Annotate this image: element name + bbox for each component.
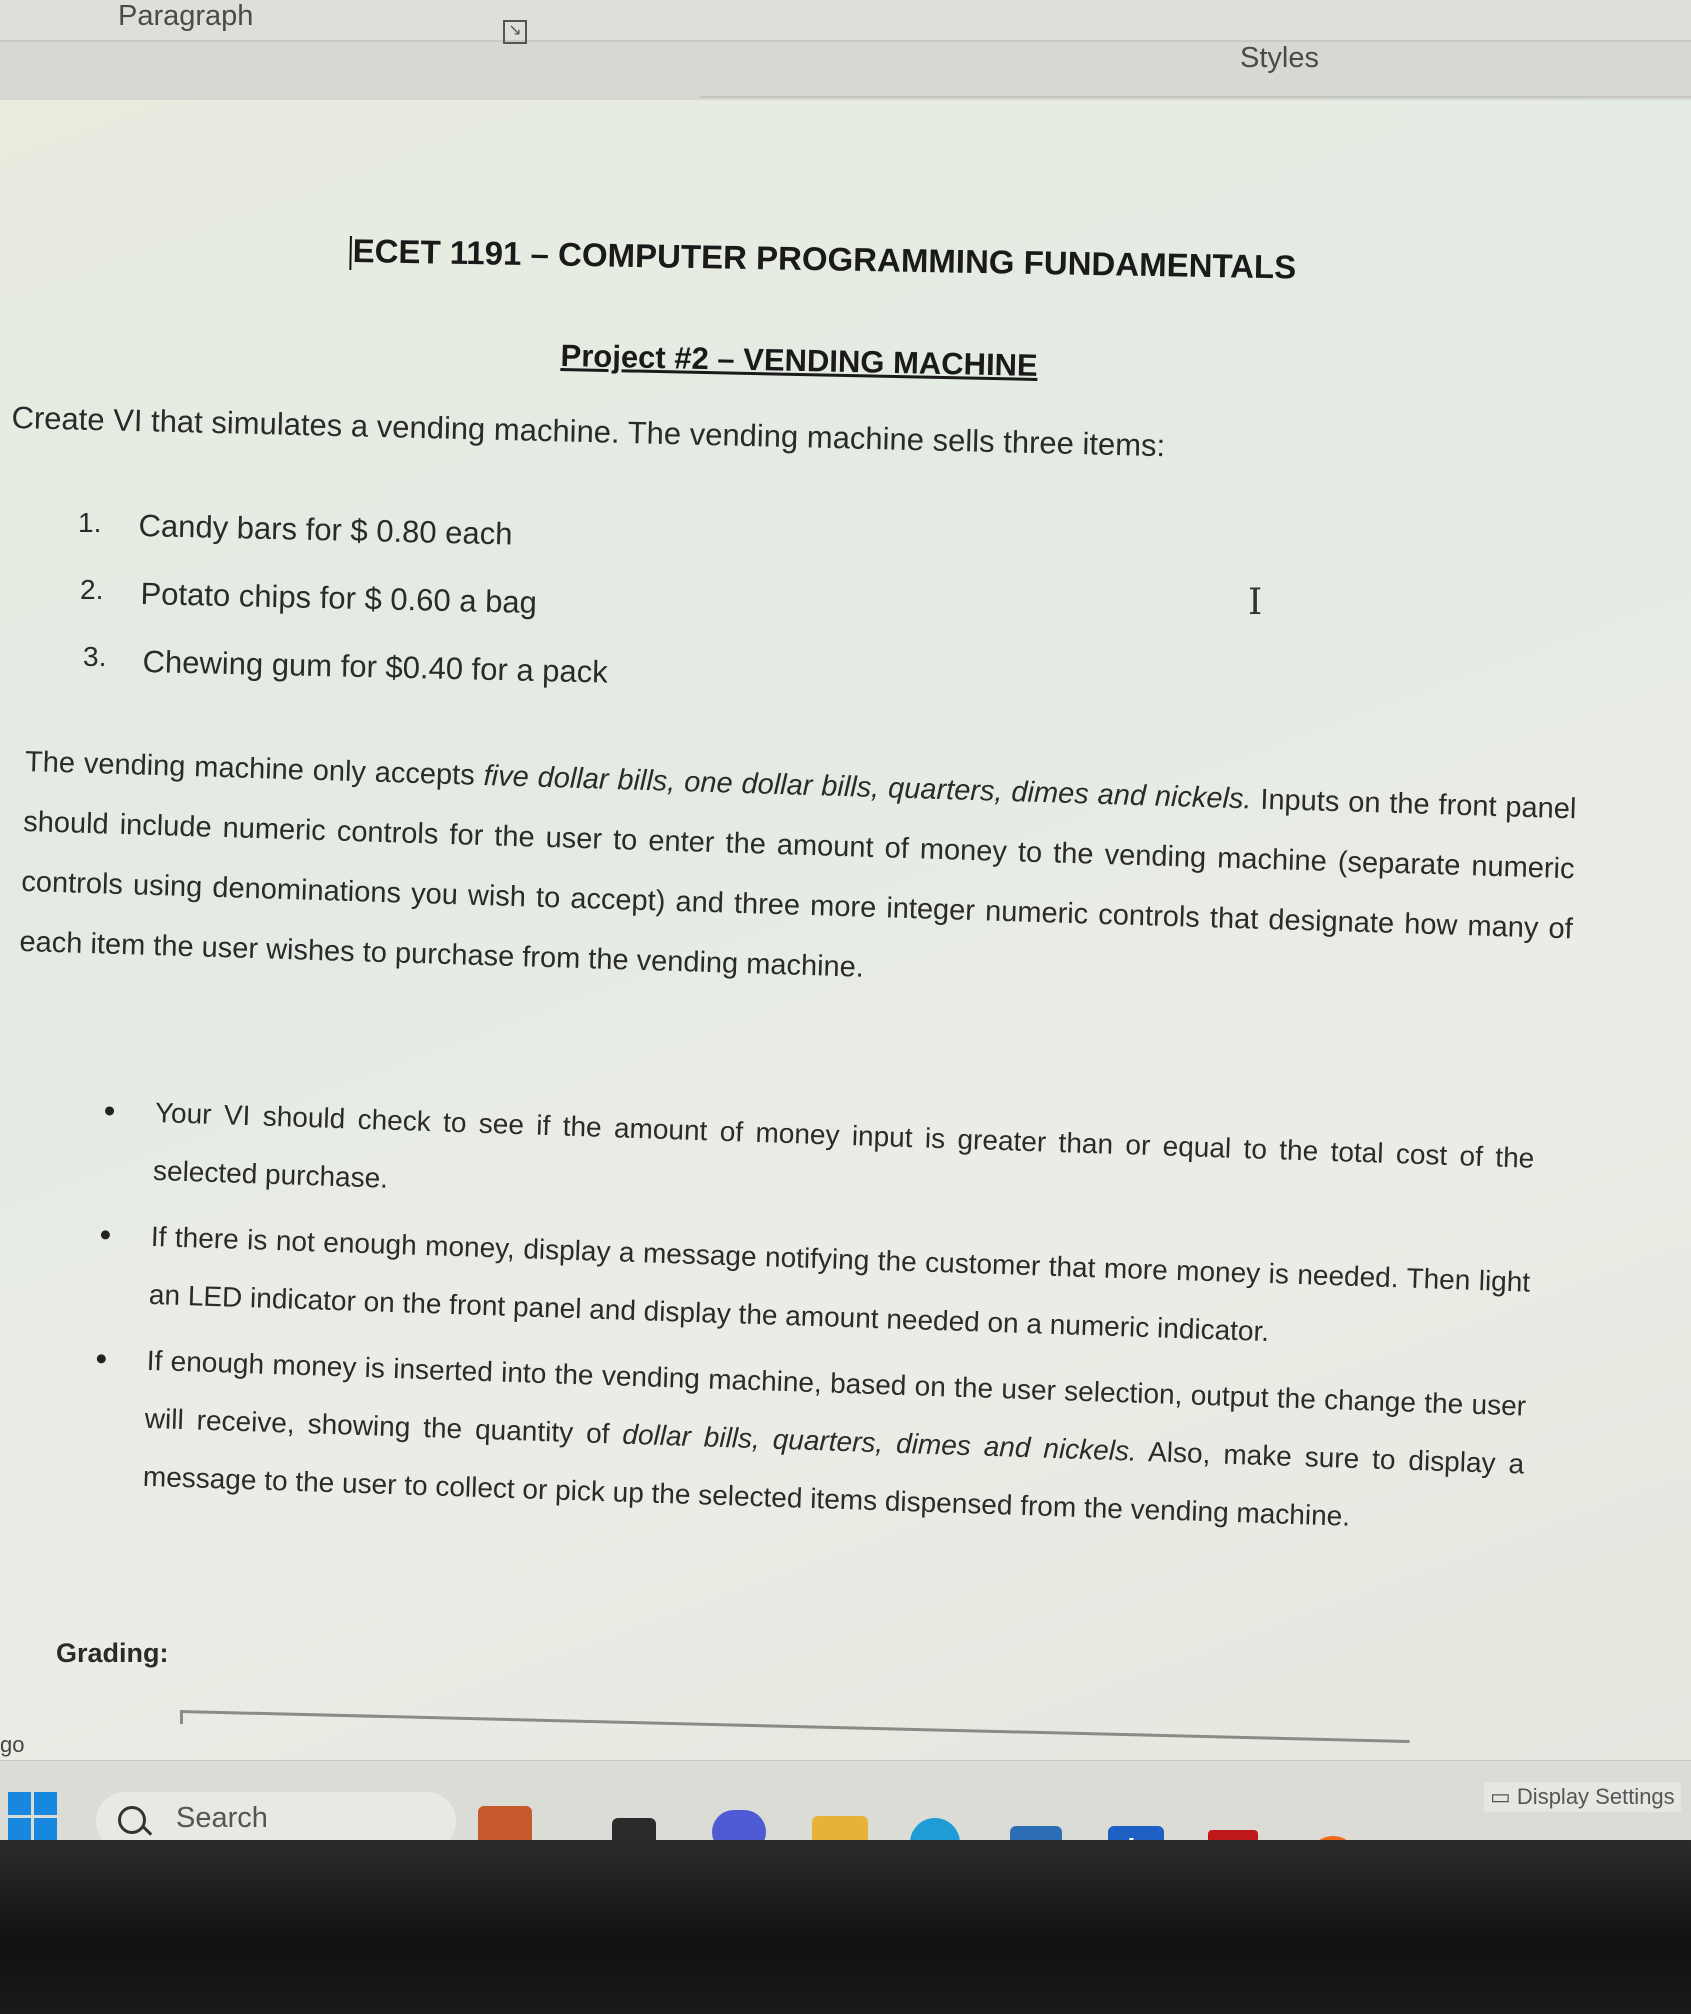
bullet-text: Your VI should check to see if the amount of money input is greater than or equal to the total cost of the selected purchase. xyxy=(152,1096,1535,1194)
search-icon xyxy=(118,1806,146,1834)
paragraph-text: Inputs on the front panel should include numeric controls for the user to enter the amount of money to the vending machine (separate numeric controls using denominations you wish to accept) and three more integer numeric controls that designate how many of each item the user wishes to purchase from the vending machine. xyxy=(19,783,1577,984)
bullet-emphasis: dollar bills, quarters, dimes and nickels. xyxy=(621,1418,1138,1467)
paragraph-text: The vending machine only accepts xyxy=(24,745,485,792)
list-item-number: 1. xyxy=(78,507,102,538)
bullet-icon xyxy=(105,1106,114,1115)
document-title-text: ECET 1191 – COMPUTER PROGRAMMING FUNDAMENTALS xyxy=(352,232,1297,286)
document-subtitle: Project #2 – VENDING MACHINE xyxy=(560,338,1039,383)
bullet-icon xyxy=(101,1230,110,1239)
i-beam-cursor-icon: I xyxy=(1248,582,1263,623)
list-item-number: 3. xyxy=(83,641,107,672)
bullet-list xyxy=(82,1082,1535,1560)
monitor-bezel xyxy=(0,1840,1691,2014)
bullet-text: If enough money is inserted into the vending machine, based on the user selection, output the change the user will receive, showing the quantity of xyxy=(144,1344,1527,1450)
dialog-launcher-icon[interactable]: ↘ xyxy=(503,20,527,44)
windows-start-icon[interactable] xyxy=(8,1792,58,1842)
bullet-icon xyxy=(97,1354,106,1363)
intro-text: Create VI that simulates a vending machine. The vending machine sells three items: xyxy=(11,400,1166,464)
ribbon-strip xyxy=(0,0,1691,42)
grading-table-corner xyxy=(180,1710,183,1724)
side-text: go xyxy=(0,1732,25,1757)
search-placeholder: Search xyxy=(176,1802,268,1834)
display-settings-icon: ▭ xyxy=(1490,1784,1511,1809)
bullet-text: Also, make sure to display a message to the user to collect or pick up the selected items dispensed from the vending machine. xyxy=(142,1435,1525,1532)
ribbon-divider xyxy=(700,96,1691,98)
bullet-text: If there is not enough money, display a message notifying the customer that more money is needed. Then light an LED indicator on the front panel and display the amount needed on a numeric indicator. xyxy=(148,1220,1531,1348)
list-item: Potato chips for $ 0.60 a bag xyxy=(140,576,538,620)
paragraph-group-label: Paragraph xyxy=(118,0,254,32)
paragraph-emphasis: five dollar bills, one dollar bills, quarters, dimes and nickels. xyxy=(483,760,1253,816)
styles-group-label: Styles xyxy=(1240,42,1319,74)
display-settings-link[interactable] xyxy=(1484,1782,1681,1812)
requirements-paragraph xyxy=(19,732,1578,1019)
list-item-number: 2. xyxy=(80,574,104,605)
bullet-item xyxy=(82,1330,1527,1552)
display-settings-label: Display Settings xyxy=(1516,1784,1675,1809)
list-item: Chewing gum for $0.40 for a pack xyxy=(142,644,609,690)
grading-heading: Grading: xyxy=(56,1638,169,1668)
list-item: Candy bars for $ 0.80 each xyxy=(138,508,513,552)
